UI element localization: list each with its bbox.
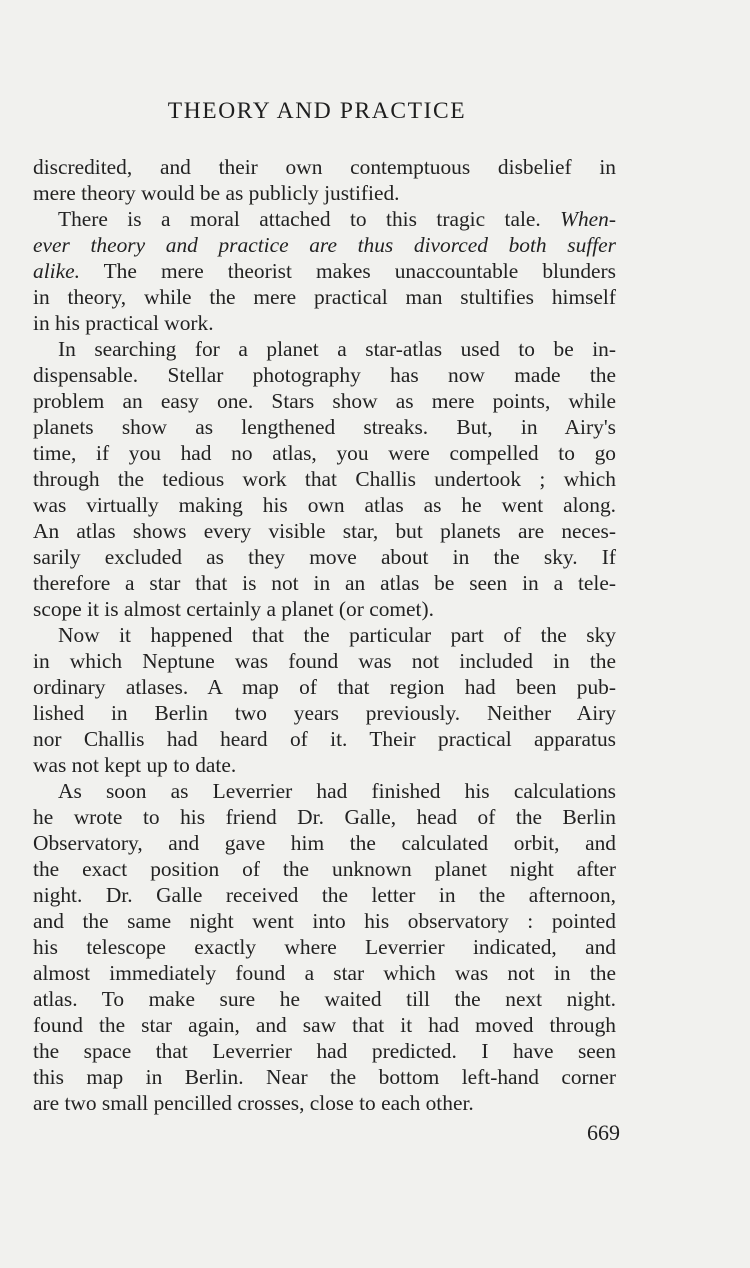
text-line: this map in Berlin. Near the bottom left-hand corner [33, 1065, 616, 1089]
text-line: was not kept up to date. [33, 753, 237, 777]
text-line: alike. The mere theorist makes unaccountable blunders [33, 259, 616, 283]
text-line: There is a moral attached to this tragic tale. When- [58, 207, 616, 231]
text-line: night. Dr. Galle received the letter in the afternoon, [33, 883, 616, 907]
text-line: ordinary atlases. A map of that region had been pub- [33, 675, 616, 699]
text-line: planets show as lengthened streaks. But, in Airy's [33, 415, 616, 439]
text-line: was virtually making his own atlas as he went along. [33, 493, 616, 517]
text-line: he wrote to his friend Dr. Galle, head of the Berlin [33, 805, 616, 829]
text-line: scope it is almost certainly a planet (or comet). [33, 597, 434, 621]
text-line: in which Neptune was found was not included in the [33, 649, 616, 673]
text-line: Observatory, and gave him the calculated orbit, and [33, 831, 616, 855]
text-line: time, if you had no atlas, you were compelled to go [33, 441, 616, 465]
text-line: found the star again, and saw that it had moved through [33, 1013, 616, 1037]
text-line: in theory, while the mere practical man stultifies himself [33, 285, 616, 309]
text-line: atlas. To make sure he waited till the next night. [33, 987, 616, 1011]
text-line: nor Challis had heard of it. Their practical apparatus [33, 727, 616, 751]
text-line: mere theory would be as publicly justified. [33, 181, 400, 205]
italic-emphasis: ever theory and practice are thus divorced both suffer [33, 233, 616, 257]
text-line: are two small pencilled crosses, close to each other. [33, 1091, 474, 1115]
body-text [33, 154, 616, 1116]
text-line: in his practical work. [33, 311, 214, 335]
text-line: problem an easy one. Stars show as mere points, while [33, 389, 616, 413]
italic-emphasis: alike. [33, 259, 80, 283]
text-line: therefore a star that is not in an atlas be seen in a tele- [33, 571, 616, 595]
text-line: the exact position of the unknown planet night after [33, 857, 616, 881]
text-line: Now it happened that the particular part of the sky [58, 623, 616, 647]
text-line: through the tedious work that Challis undertook ; which [33, 467, 616, 491]
text-line: the space that Leverrier had predicted. I have seen [33, 1039, 616, 1063]
text-line: In searching for a planet a star-atlas used to be in- [58, 337, 616, 361]
text-line: sarily excluded as they move about in the sky. If [33, 545, 616, 569]
text-line: his telescope exactly where Leverrier indicated, and [33, 935, 616, 959]
italic-emphasis: When- [560, 207, 616, 231]
text-line: discredited, and their own contemptuous disbelief in [33, 155, 616, 179]
page-number: 669 [587, 1120, 620, 1145]
running-head: THEORY AND PRACTICE [167, 98, 467, 124]
text-line: As soon as Leverrier had finished his calculations [58, 779, 616, 803]
text-line [33, 232, 616, 258]
text-line: and the same night went into his observatory : pointed [33, 909, 616, 933]
text-line: dispensable. Stellar photography has now made the [33, 363, 616, 387]
text-line: lished in Berlin two years previously. Neither Airy [33, 701, 616, 725]
text-line: almost immediately found a star which was not in the [33, 961, 616, 985]
text-line: An atlas shows every visible star, but planets are neces- [33, 519, 616, 543]
